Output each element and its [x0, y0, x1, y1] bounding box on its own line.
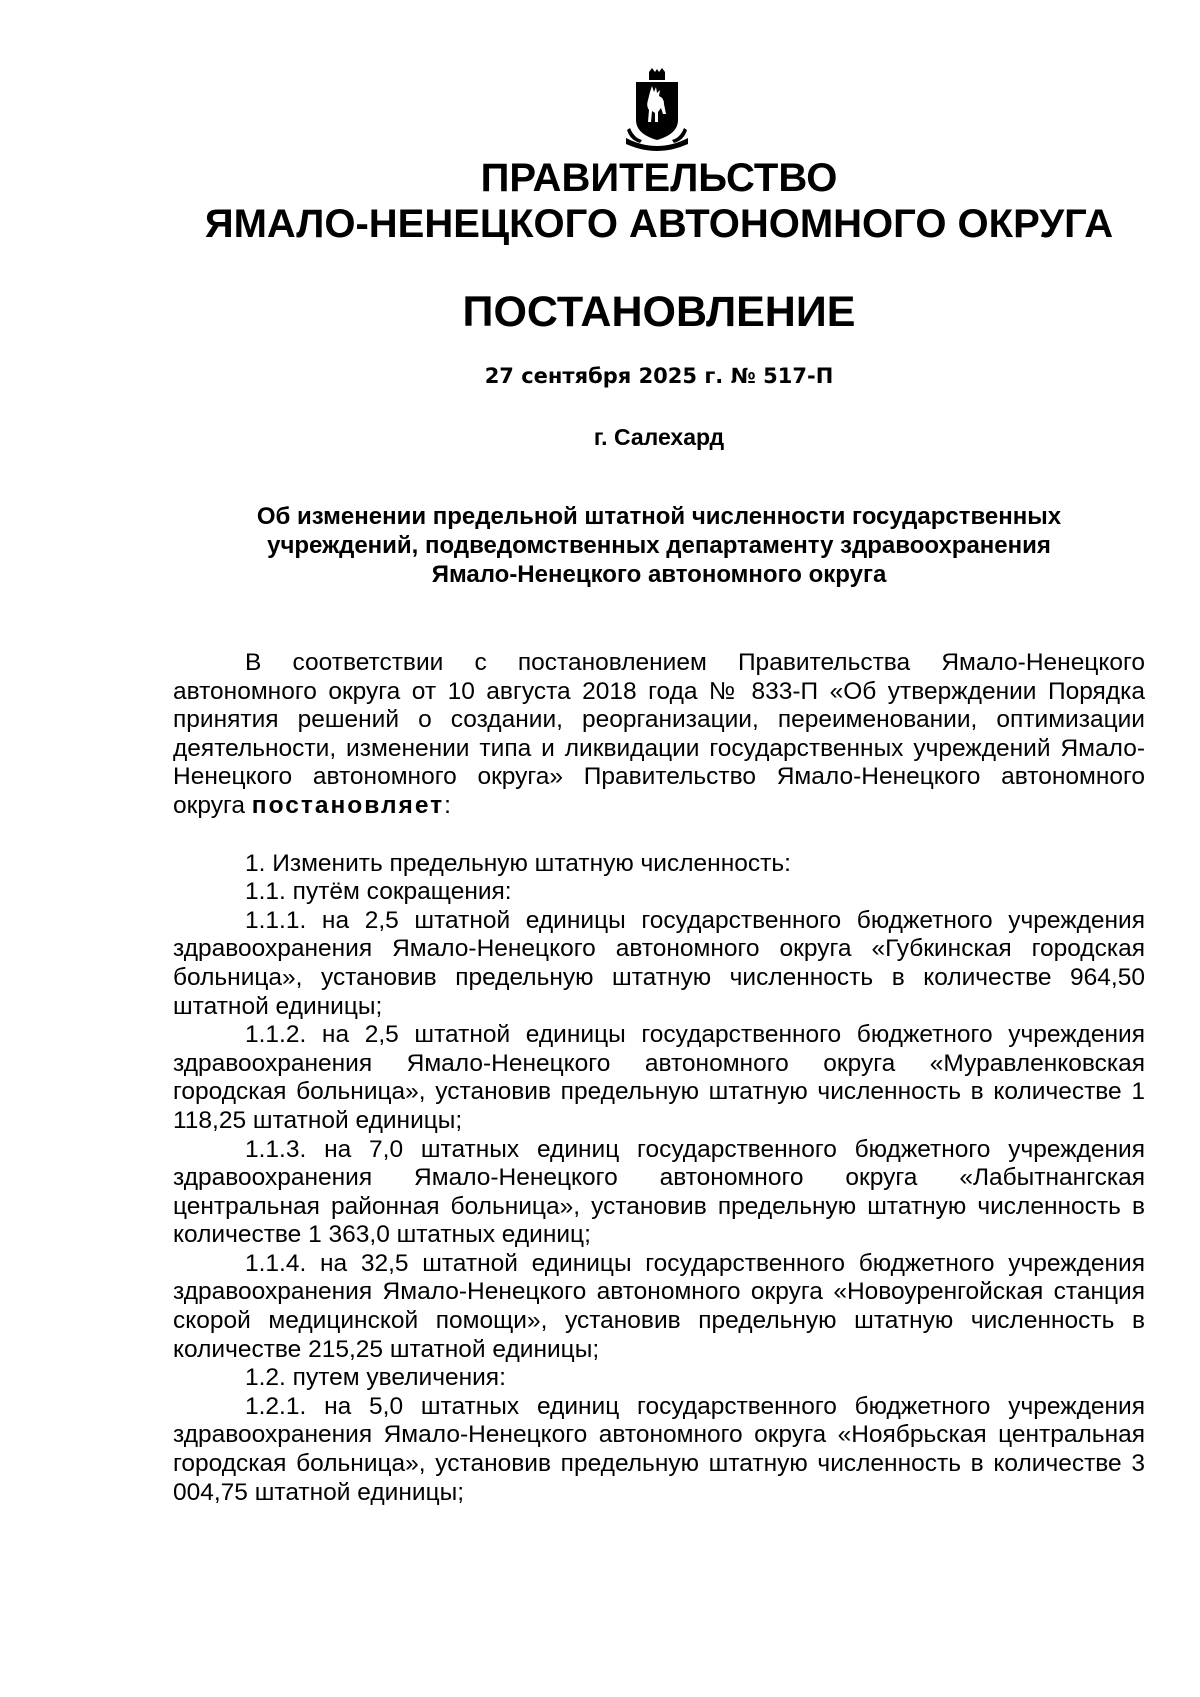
preamble-keyword: постановляет — [251, 791, 445, 819]
clause-1: 1. Изменить предельную штатную численность: — [245, 849, 791, 877]
clause-1-1-4: 1.1.4. на 32,5 штатной единицы государственного бюджетного учреждения здравоохранения Ямало-Ненецкого автономного округа «Новоуренгойская станция скорой медицинской помощи», установив предельную штатную численность в количестве 215,25 штатной единицы; — [173, 1249, 1145, 1363]
subject-line: Об изменении предельной штатной численности государственных — [256, 503, 1062, 530]
clause-1-2-1: 1.2.1. на 5,0 штатных единиц государственного бюджетного учреждения здравоохранения Ямало-Ненецкого автономного округа «Ноябрьская центральная городская больница», установив предельную штатную численность в количестве 3 004,75 штатной единицы; — [173, 1392, 1145, 1506]
preamble-text: В соответствии с постановлением Правительства Ямало-Ненецкого автономного округа от 10 августа 2018 года № 833-П «Об утверждении Порядка принятия решений о создании, реорганизации, переименовании, оптимизации деятельности, изменении типа и ликвидации государственных учреждений Ямало-Ненецкого автономного округа» Правительство Ямало-Ненецкого автономного округа — [173, 649, 1145, 819]
clause-1-1-2: 1.1.2. на 2,5 штатной единицы государственного бюджетного учреждения здравоохранения Ямало-Ненецкого автономного округа «Муравленковская городская больница», установив предельную штатную численность в количестве 1 118,25 штатной единицы; — [173, 1021, 1145, 1134]
document-body — [173, 649, 1145, 1507]
paragraph-gap — [173, 821, 1145, 850]
document-subject — [200, 502, 1118, 589]
clause-1-1: 1.1. путём сокращения: — [245, 878, 512, 906]
document-date-number: 27 сентября 2025 г. № 517-П — [484, 364, 834, 388]
subject-line: Ямало-Ненецкого автономного округа — [431, 561, 887, 588]
document-type: ПОСТАНОВЛЕНИЕ — [462, 288, 856, 336]
subject-line: учреждений, подведомственных департаменту здравоохранения — [267, 532, 1051, 559]
clause-1-2: 1.2. путем увеличения: — [245, 1364, 506, 1392]
yamal-coat-of-arms-icon — [622, 68, 692, 154]
preamble-tail: : — [444, 791, 451, 819]
document-city: г. Салехард — [593, 424, 725, 450]
preamble-paragraph — [173, 649, 1145, 821]
government-title: ПРАВИТЕЛЬСТВО — [480, 156, 838, 200]
clause-1-1-3: 1.1.3. на 7,0 штатных единиц государственного бюджетного учреждения здравоохранения Ямало-Ненецкого автономного округа «Лабытнангская центральная районная больница», установив предельную штатную численность в количестве 1 363,0 штатных единиц; — [173, 1135, 1145, 1249]
government-region: ЯМАЛО-НЕНЕЦКОГО АВТОНОМНОГО ОКРУГА — [204, 202, 1114, 246]
clause-1-1-1: 1.1.1. на 2,5 штатной единицы государственного бюджетного учреждения здравоохранения Ямало-Ненецкого автономного округа «Губкинская городская больница», установив предельную штатную численность в количестве 964,50 штатной единицы; — [173, 906, 1145, 1020]
